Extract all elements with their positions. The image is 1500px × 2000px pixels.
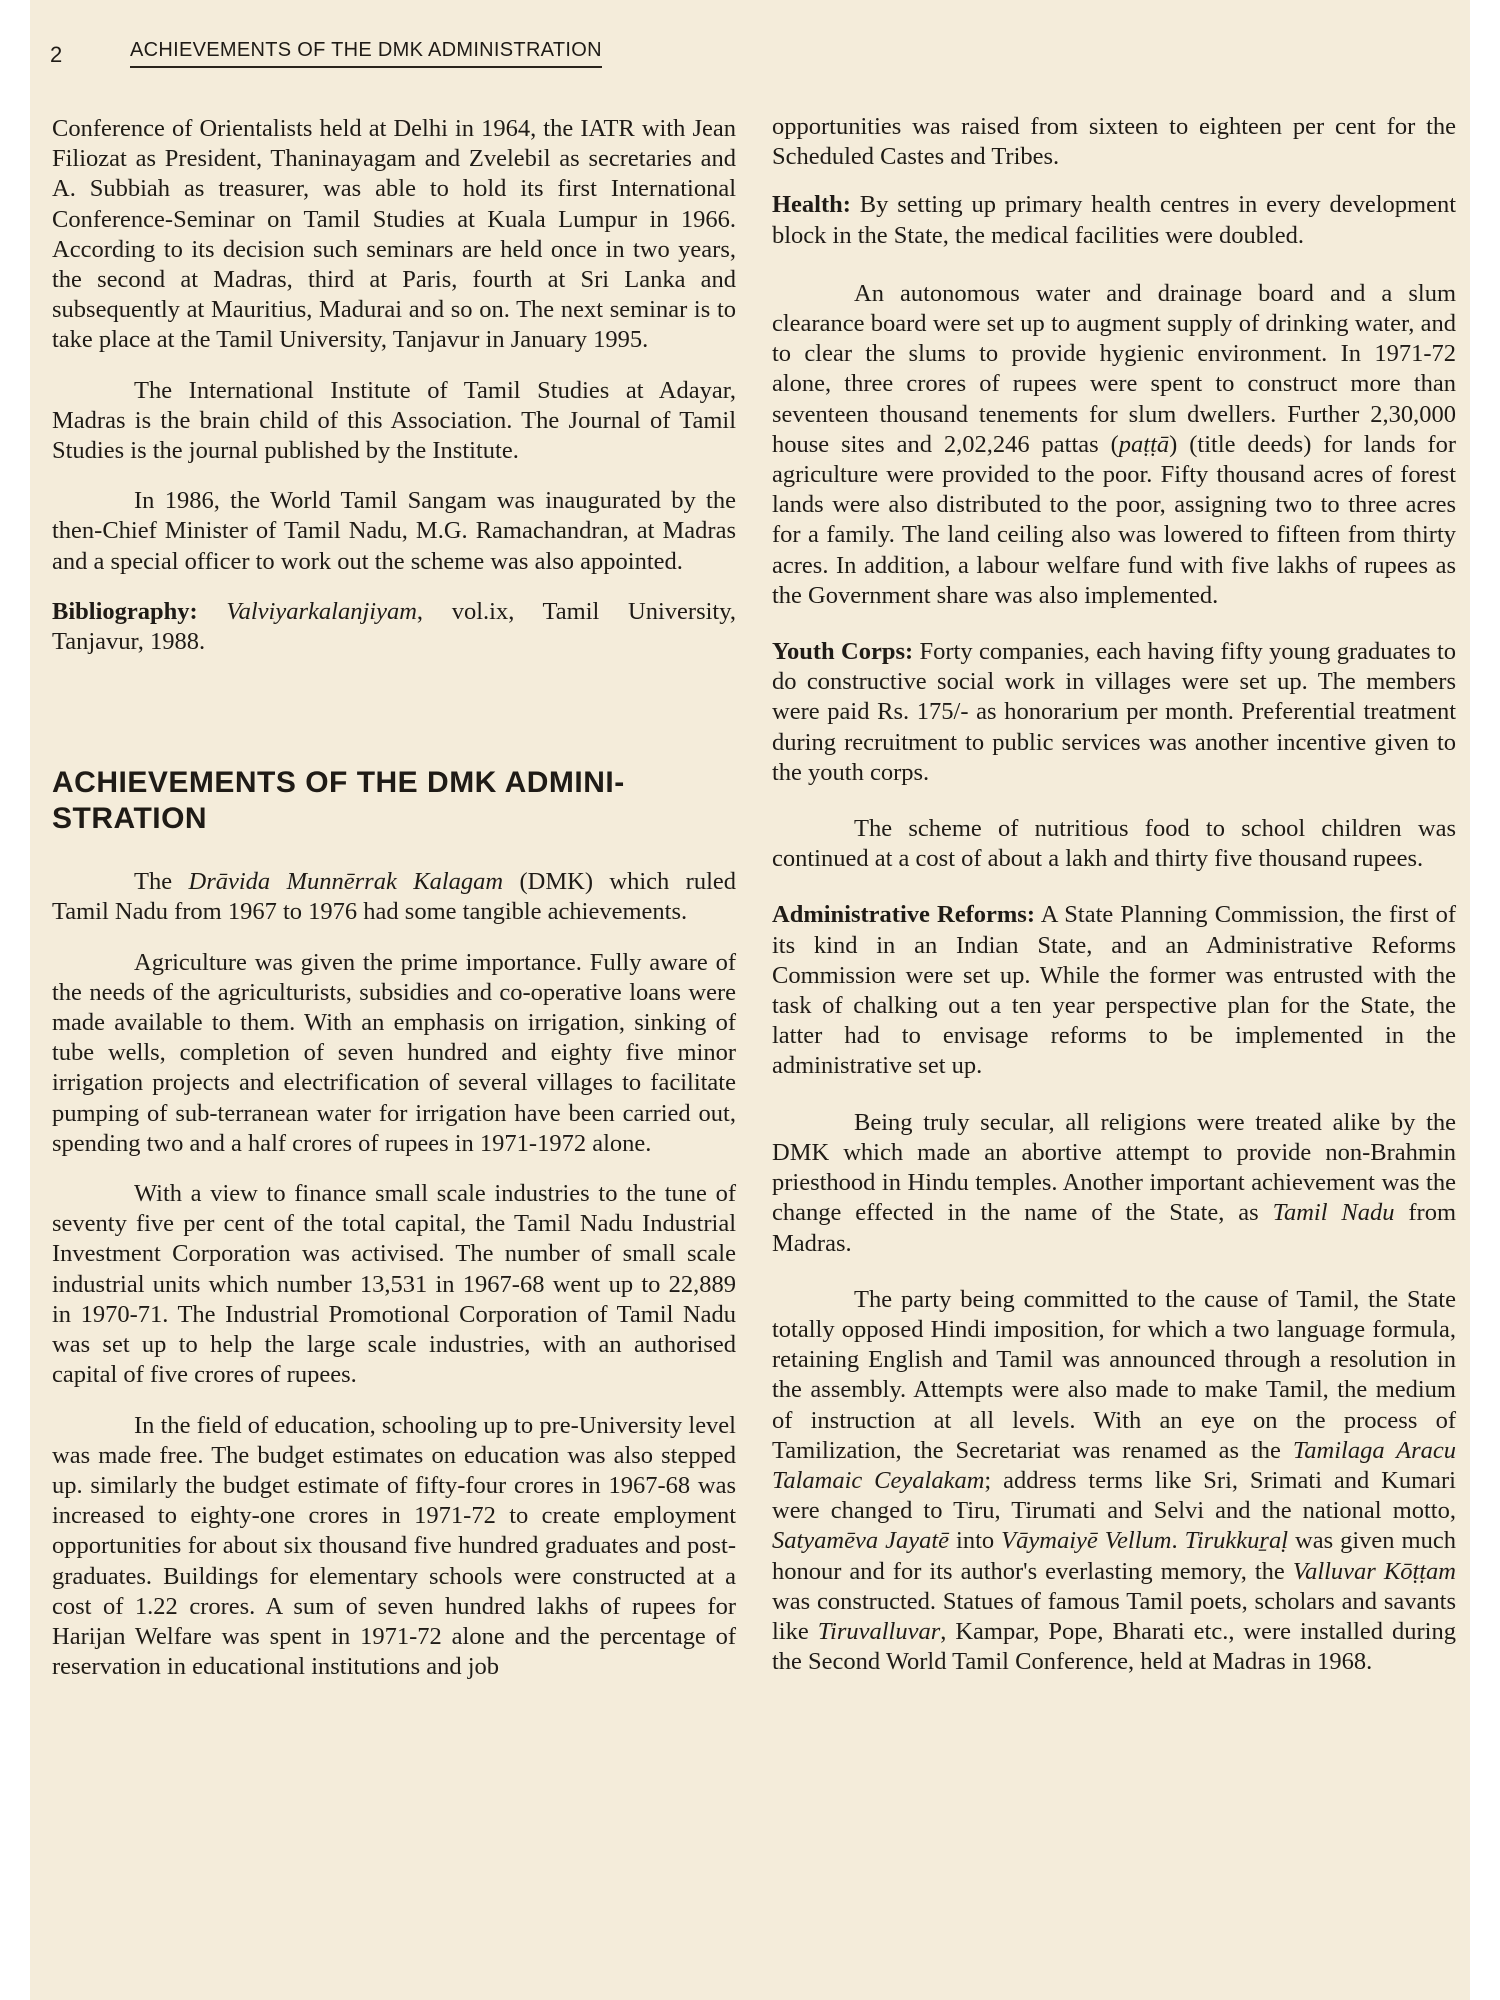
text-run: , Kampar, Pope, Bharati etc., were installed during the Second World Tamil Conference, held at Madras in 1968. (772, 1617, 1456, 1676)
paragraph: With a view to finance small scale industries to the tune of seventy five per cent of the total capital, the Tamil Nadu Industrial Investment Corporation was activised. The number of small scale industrial units which number 13,531 in 1967-68 went up to 22,889 in 1970-71. The Industrial Promotional Corporation of Tamil Nadu was set up to help the large scale industries, with an authorised capital of five crores of rupees. (52, 1180, 736, 1389)
paragraph: The International Institute of Tamil Studies at Adayar, Madras is the brain child of this Association. The Journal of Tamil Studies is the journal published by the Institute. (52, 376, 736, 465)
italic-term: Tamilaga Aracu Talamaic Ceyalakam (772, 1436, 1456, 1494)
paragraph: opportunities was raised from sixteen to eighteen per cent for the Scheduled Castes and Tribes. (772, 113, 1456, 171)
bibliography (52, 597, 736, 657)
bibliography-rest: , vol.ix, Tamil University, Tanjavur, 1988. (52, 597, 737, 656)
youth-corps-label: Youth Corps: (772, 638, 914, 666)
youth-corps-paragraph (772, 637, 1456, 788)
bibliography-title: Valviyarkalanjiyam (226, 597, 417, 625)
text-run: . (1171, 1527, 1185, 1555)
text-run: The (134, 868, 189, 896)
text-run: Forty companies, each having fifty young graduates to do constructive social work in villages were set up. The members were paid Rs. 175/- as honorarium per month. Preferential treatment during recruitment to public services was another incentive given to the youth corps. (772, 638, 1457, 786)
running-title: ACHIEVEMENTS OF THE DMK ADMINISTRATION (130, 39, 602, 68)
text-run: (DMK) which ruled Tamil Nadu from 1967 to 1976 had some tangible achievements. (52, 868, 737, 926)
italic-term: Valluvar Kōṭṭam (1292, 1557, 1457, 1585)
text-run: By setting up primary health centres in every development block in the State, the medical facilities were doubled. (772, 191, 1456, 249)
right-column (772, 112, 1456, 1697)
page-header (50, 34, 690, 68)
text-run: ) (title deeds) for lands for agriculture were provided to the poor. Fifty thousand acres of forest lands were also distributed to the poor, assigning two to three acres for a family. The land ceiling also was lowered to fifteen from thirty acres. In addition, a labour welfare fund with five lakhs of rupees as the Government share was also implemented. (772, 430, 1456, 609)
admin-reforms-label: Administrative Reforms: (772, 901, 1035, 929)
paragraph (772, 1285, 1456, 1678)
paragraph (772, 1108, 1456, 1259)
italic-term: Tiruvalluvar (817, 1617, 941, 1645)
italic-term: Vāymaiyē Vellum (1001, 1527, 1172, 1555)
italic-term: Tamil Nadu (1272, 1199, 1395, 1227)
health-paragraph (772, 190, 1456, 250)
italic-term: Satyamēva Jayatē (772, 1527, 950, 1555)
left-column (52, 114, 736, 1702)
text-run: was constructed. Statues of famous Tamil poets, scholars and savants like (772, 1587, 1456, 1645)
italic-term: paṭṭā (1118, 430, 1170, 458)
text-run: Being truly secular, all religions were treated alike by the DMK which made an abortive attempt to provide non-Brahmin priesthood in Hindu temples. Another important achievement was the change effected in the name of the State, as (772, 1108, 1456, 1227)
text-run: ; address terms like Sri, Srimati and Kumari were changed to Tiru, Tirumati and Selvi and the national motto, (772, 1466, 1456, 1525)
document-page (30, 0, 1470, 2000)
paragraph: In 1986, the World Tamil Sangam was inaugurated by the then-Chief Minister of Tamil Nadu, M.G. Ramachandran, at Madras and a special officer to work out the scheme was also appointed. (52, 487, 736, 575)
paragraph (772, 279, 1456, 611)
paragraph (52, 867, 736, 927)
paragraph: Conference of Orientalists held at Delhi in 1964, the IATR with Jean Filiozat as President, Thaninayagam and Zvelebil as secretaries and A. Subbiah as treasurer, was able to hold its first International Conference-Seminar on Tamil Studies at Kuala Lumpur in 1966. According to its decision such seminars are held once in two years, the second at Madras, third at Paris, fourth at Sri Lanka and subsequently at Mauritius, Madurai and so on. The next seminar is to take place at the Tamil University, Tanjavur in January 1995. (52, 115, 736, 354)
paragraph: Agriculture was given the prime importance. Fully aware of the needs of the agriculturists, subsidies and co-operative loans were made available to them. With an emphasis on irrigation, sinking of tube wells, completion of seven hundred and eighty five minor irrigation projects and electrification of several villages to facilitate pumping of sub-terranean water for irrigation have been carried out, spending two and a half crores of rupees in 1971-1972 alone. (52, 948, 736, 1157)
italic-term: Drāvida Munnērrak Kalagam (188, 868, 504, 896)
health-label: Health: (772, 191, 851, 219)
bibliography-label: Bibliography: (52, 597, 198, 625)
paragraph: In the field of education, schooling up to pre-University level was made free. The budget estimates on education was also stepped up. similarly the budget estimate of fifty-four crores in 1967-68 was increased to eighty-one crores in 1971-72 to create employment opportunities for about six thousand five hundred graduates and post-graduates. Buildings for elementary schools were constructed at a cost of 1.22 crores. A sum of seven hundred lakhs of rupees for Harijan Welfare was spent in 1971-72 alone and the percentage of reservation in educational institutions and job (52, 1411, 736, 1681)
admin-reforms-paragraph (772, 900, 1456, 1081)
text-run: was given much honour and for its author's everlasting memory, the (772, 1527, 1456, 1585)
paragraph: The scheme of nutritious food to school children was continued at a cost of about a lakh and thirty five thousand rupees. (772, 815, 1456, 873)
page-number: 2 (50, 42, 63, 67)
text-run: from Madras. (772, 1199, 1456, 1257)
text-run: The party being committed to the cause of Tamil, the State totally opposed Hindi imposition, for which a two language formula, retaining English and Tamil was announced through a resolution in the assembly. Attempts were also made to make Tamil, the medium of instruction at all levels. With an eye on the process of Tamilization, the Secretariat was renamed as the (772, 1285, 1456, 1464)
text-run: An autonomous water and drainage board and a slum clearance board were set up to augment supply of drinking water, and to clear the slums to provide hygienic environment. In 1971-72 alone, three crores of rupees were spent to construct more than seventeen thousand tenements for slum dwellers. Further 2,30,000 house sites and 2,02,246 pattas ( (772, 279, 1456, 458)
section-heading: ACHIEVEMENTS OF THE DMK ADMINI-STRATION (52, 766, 625, 836)
italic-term: Tirukkuṟaḷ (1184, 1527, 1289, 1555)
text-run: into (949, 1527, 1002, 1555)
text-run: A State Planning Commission, the first of its kind in an Indian State, and an Administrative Reforms Commission were set up. While the former was entrusted with the task of chalking out a ten year perspective plan for the State, the latter had to envisage reforms to be implemented in the administrative set up. (772, 901, 1456, 1080)
